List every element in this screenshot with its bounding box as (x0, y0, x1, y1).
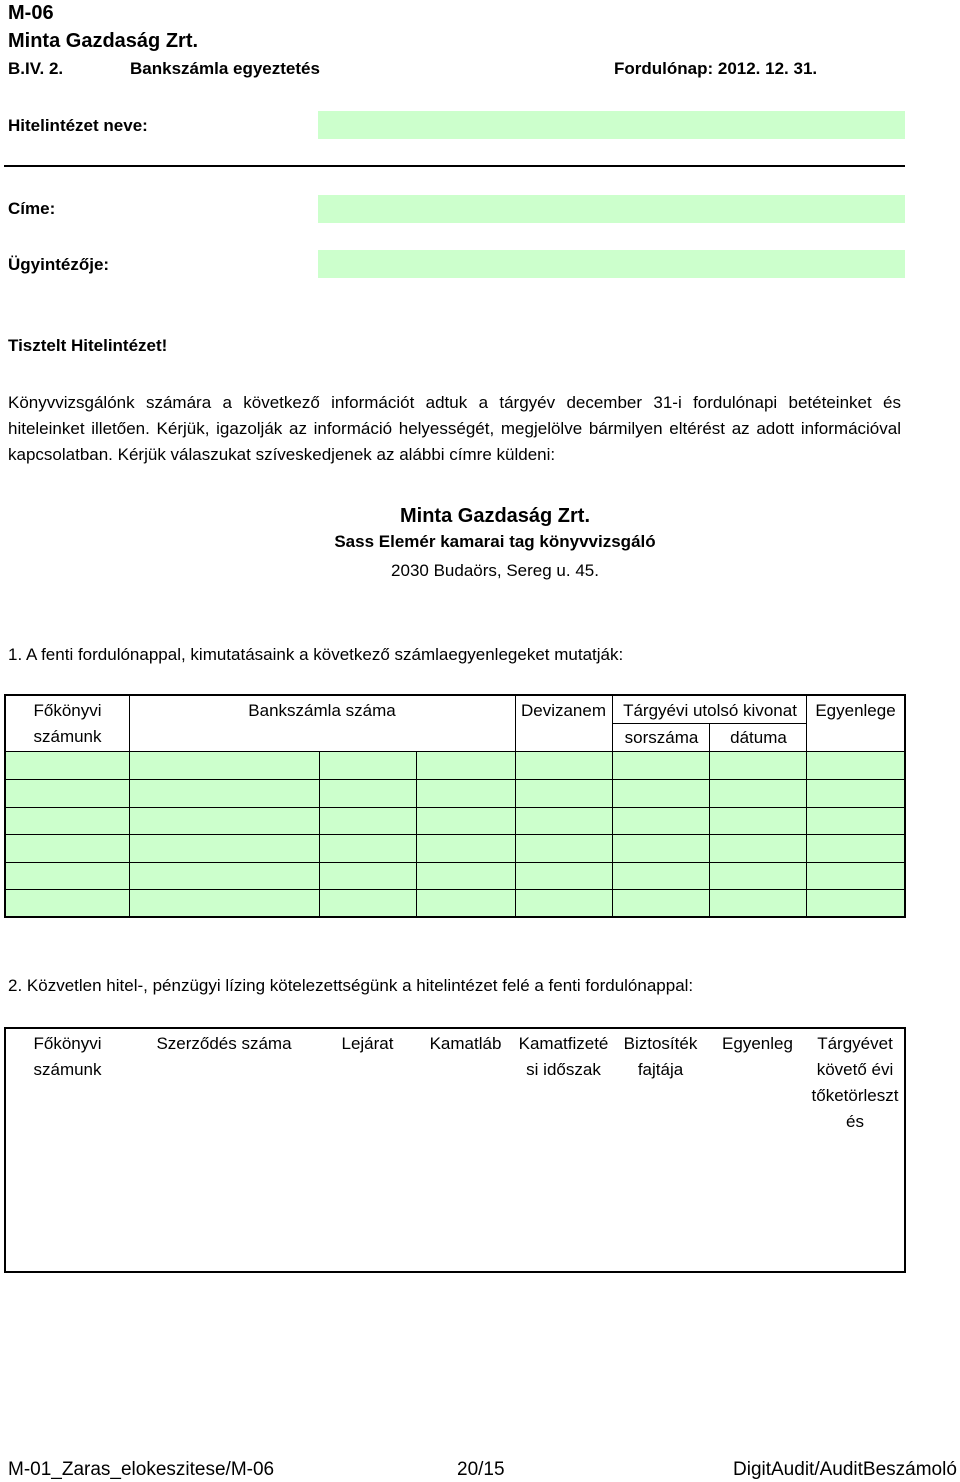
accounts-header-serial: sorszáma (624, 728, 699, 747)
contact-field[interactable] (318, 250, 905, 278)
address-label: Címe: (8, 199, 56, 218)
divider-line (4, 165, 905, 167)
loans-header-collateral-line1: Biztosíték (623, 1034, 698, 1053)
loans-header-contract: Szerződés száma (156, 1034, 292, 1053)
loans-header-balance: Egyenleg (722, 1034, 793, 1053)
accounts-header-currency: Devizanem (520, 701, 607, 720)
contact-label: Ügyintézője: (8, 255, 110, 274)
loans-input-area[interactable] (6, 1137, 904, 1271)
loans-header-next-line3: tőketörleszt (811, 1086, 899, 1105)
bank-name-field[interactable] (318, 111, 905, 139)
accounts-header-date: dátuma (730, 728, 787, 747)
accounts-table (4, 694, 906, 918)
loans-header-maturity: Lejárat (341, 1034, 394, 1053)
recipient-person: Sass Elemér kamarai tag könyvvizsgáló (334, 532, 656, 551)
section2-title: 2. Közvetlen hitel-, pénzügyi lízing kötelezettségünk a hitelintézet felé a fenti fordulónappal: (8, 976, 694, 995)
cutoff-date: Fordulónap: 2012. 12. 31. (614, 59, 818, 78)
letter-body (8, 390, 901, 468)
loans-header-next-line4: és (846, 1112, 864, 1131)
accounts-grid-line (6, 889, 904, 890)
form-code: M-06 (8, 2, 54, 24)
letter-line-3: kapcsolatban. Kérjük válaszukat szíveskedjenek az alábbi címre küldeni: (8, 445, 556, 464)
accounts-header-ledger-line1: Főkönyvi (33, 701, 102, 720)
loans-table (4, 1027, 906, 1273)
page-title: Bankszámla egyeztetés (130, 59, 320, 78)
section1-title: 1. A fenti fordulónappal, kimutatásaink a következő számlaegyenlegeket mutatják: (8, 645, 624, 664)
bank-name-label: Hitelintézet neve: (8, 116, 148, 135)
accounts-divider (709, 724, 710, 751)
loans-header-period-line1: Kamatfizeté (518, 1034, 609, 1053)
section-code: B.IV. 2. (8, 59, 64, 78)
loans-header-ledger-line2: számunk (33, 1060, 102, 1079)
footer-file: M-01_Zaras_elokeszitese/M-06 (8, 1459, 275, 1480)
recipient-address: 2030 Budaörs, Sereg u. 45. (391, 561, 599, 580)
accounts-divider (612, 723, 807, 724)
accounts-header-ledger (6, 698, 129, 750)
accounts-divider (129, 696, 130, 751)
loans-header-rate: Kamatláb (429, 1034, 502, 1053)
letter-line-1: Könyvvizsgálónk számára a következő információt adtuk a tárgyév december 31-i fordulónapi betéteinket és (8, 393, 901, 412)
recipient-company: Minta Gazdaság Zrt. (399, 505, 591, 527)
loans-header-ledger-line1: Főkönyvi (33, 1034, 102, 1053)
accounts-grid-line (6, 862, 904, 863)
loans-header-collateral (612, 1031, 709, 1083)
accounts-divider (515, 696, 516, 751)
loans-header-next-line2: követő évi (816, 1060, 894, 1079)
salutation: Tisztelt Hitelintézet! (8, 336, 168, 355)
loans-header-next-line1: Tárgyévet (817, 1034, 893, 1053)
loans-header-next-year (806, 1031, 904, 1135)
accounts-grid-line (6, 834, 904, 835)
loans-header-period (515, 1031, 612, 1083)
accounts-header-account: Bankszámla száma (248, 701, 396, 720)
company-name: Minta Gazdaság Zrt. (8, 30, 199, 52)
accounts-grid-line (6, 807, 904, 808)
accounts-grid-line (6, 779, 904, 780)
accounts-header-balance: Egyenlege (815, 701, 896, 720)
accounts-header-ledger-line2: számunk (33, 727, 102, 746)
loans-header-collateral-line2: fajtája (637, 1060, 684, 1079)
loans-header-period-line2: si időszak (526, 1060, 601, 1079)
accounts-header-statement: Tárgyévi utolsó kivonat (623, 701, 797, 720)
address-field[interactable] (318, 195, 905, 223)
footer-app: DigitAudit/AuditBeszámoló (733, 1459, 957, 1480)
loans-header-ledger (6, 1031, 129, 1083)
footer-page: 20/15 (457, 1459, 505, 1480)
letter-line-2: hiteleinket illetően. Kérjük, igazolják az információ helyességét, megjelölve bármilyen eltérést az adott információval (8, 419, 901, 438)
